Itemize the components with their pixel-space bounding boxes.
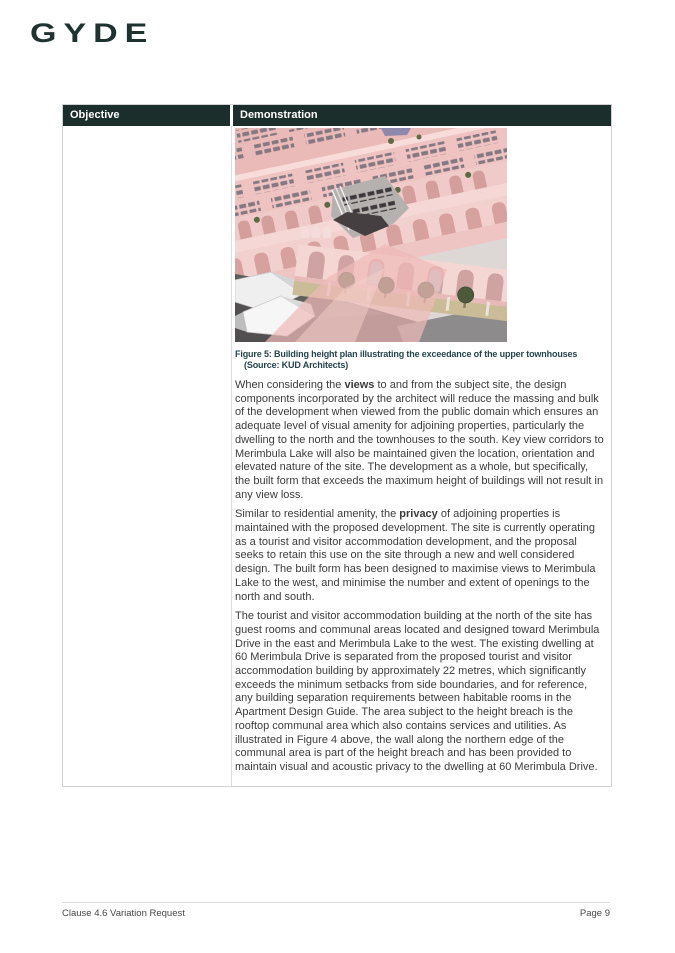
table-header-row: [63, 105, 611, 126]
demonstration-header-cell: Demonstration: [233, 105, 611, 126]
footer-divider: [62, 902, 610, 903]
figure-image: [235, 128, 507, 342]
body-paragraph: The tourist and visitor accommodation building at the north of the site has guest rooms and communal areas located and designed toward Merimbula Drive in the east and Merimbula Lake to the west. The existing dwelling at 60 Merimbula Drive is separated from the proposed tourist and visitor accommodation building by approximately 22 metres, which significantly exceeds the minimum setbacks from side boundaries, and for reference, any building separation requirements between habitable rooms in the Apartment Design Guide. The area subject to the height breach is the rooftop communal area which also contains services and utilities. As illustrated in Figure 4 above, the wall along the northern edge of the communal area is part of the height breach and has been provided to maintain visual and acoustic privacy to the dwelling at 60 Merimbula Drive.: [235, 610, 600, 773]
demonstration-paragraphs: [235, 379, 605, 775]
footer-page-number: Page 9: [579, 908, 610, 919]
gyde-logo: GYDE: [30, 18, 155, 49]
body-paragraph: When considering the views to and from the subject site, the design components incorporated by the architect will reduce the massing and bulk of the development when viewed from the public domain which ensures an adequate level of visual amenity for adjoining properties, particularly the dwelling to the north and the townhouses to the south. Key view corridors to Merimbula Lake will also be maintained given the location, orientation and elevated nature of the site. The development as a whole, but specifically, the built form that exceeds the maximum height of buildings will not result in any view loss.: [235, 379, 604, 501]
table-body-row: [63, 126, 611, 786]
objective-header-cell: Objective: [63, 105, 230, 126]
objective-demonstration-table: [62, 104, 612, 787]
page-footer: [62, 908, 610, 919]
figure-caption: [235, 349, 605, 371]
figure-caption-title: Figure 5: Building height plan illustrating the exceedance of the upper townhouses: [235, 349, 578, 359]
demonstration-cell: [232, 126, 611, 786]
figure-caption-source: (Source: KUD Architects): [244, 360, 349, 370]
body-paragraph: Similar to residential amenity, the privacy of adjoining properties is maintained with the proposed development. The site is currently operating as a tourist and visitor accommodation development, and the proposal seeks to retain this use on the site through a new and well considered design. The built form has been designed to maximise views to Merimbula Lake to the west, and minimise the number and extent of openings to the north and south.: [235, 508, 596, 603]
objective-cell: [63, 126, 232, 786]
footer-document-title: Clause 4.6 Variation Request: [62, 908, 185, 919]
